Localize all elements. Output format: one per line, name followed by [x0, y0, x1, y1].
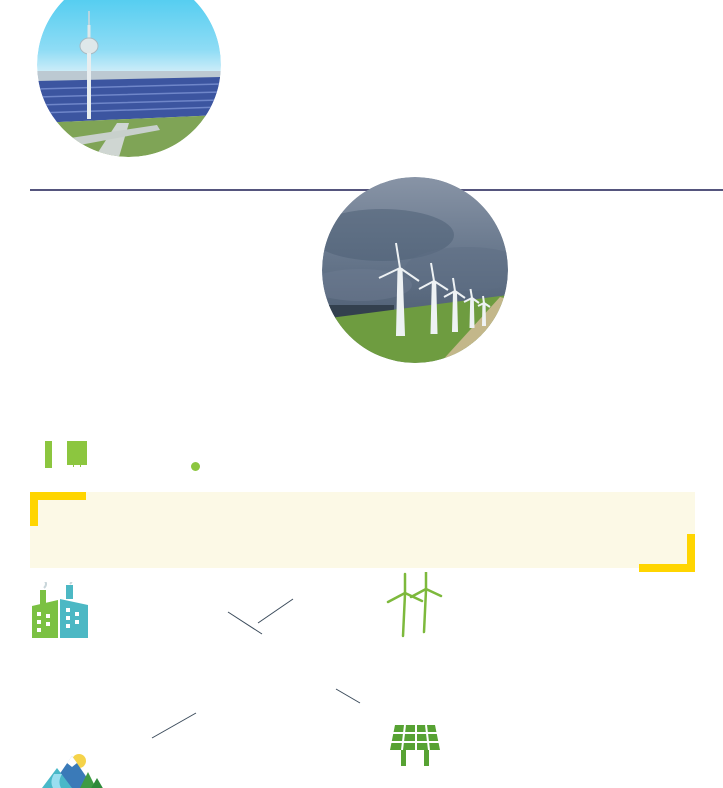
grid-heading-dot	[191, 462, 200, 471]
grid-heading-accent-bar	[45, 441, 52, 468]
pie-label-hydro	[34, 729, 47, 743]
donut-hole	[539, 654, 607, 722]
solar-panel-icon	[388, 722, 442, 775]
solar-farm-photo	[37, 0, 221, 157]
pie-label-wind	[290, 586, 303, 600]
solar-farm-illustration	[37, 0, 221, 157]
wind-farm-photo	[322, 177, 508, 363]
mountain-water-icon	[42, 752, 106, 788]
corner-bracket-bottom-right	[639, 564, 695, 572]
hydro-bullet-icon	[34, 732, 41, 739]
factory-icon	[30, 582, 92, 645]
pie-top	[143, 606, 347, 772]
highlight-box	[30, 492, 695, 568]
wind-bullet-icon	[290, 589, 297, 596]
corner-bracket-top-left	[30, 492, 86, 500]
pie-label-thermal	[95, 601, 108, 615]
grid-heading-badge	[67, 441, 87, 467]
solar-bullet-icon	[360, 697, 367, 704]
thermal-bullet-icon	[95, 604, 102, 611]
pie-label-solar	[360, 694, 373, 708]
wind-farm-illustration	[322, 177, 508, 363]
wind-turbine-icon	[385, 572, 443, 645]
corner-bracket-top-left-vertical	[30, 492, 38, 526]
